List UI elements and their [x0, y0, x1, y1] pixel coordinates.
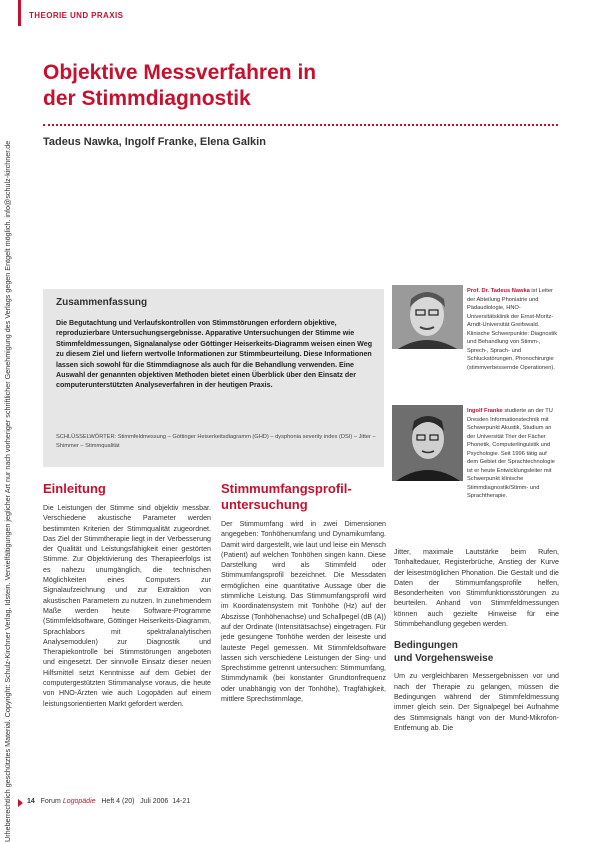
- title-divider: [43, 124, 558, 126]
- column-2: [221, 481, 386, 704]
- bio-nawka-name: Prof. Dr. Tadeus Nawka: [467, 288, 530, 294]
- article-title: [43, 60, 463, 112]
- journal-name: Forum: [40, 798, 61, 805]
- heading-line-2: und Vorgehensweise: [394, 653, 494, 665]
- page-number: 14: [27, 798, 35, 805]
- heading-line-1: Bedingungen: [394, 640, 458, 652]
- section-label: THEORIE UND PRAXIS: [29, 11, 124, 20]
- copyright-sidebar: Urheberrechtlich geschütztes Material. Copyright: Schulz-Kirchner Verlag, Idstein. Vervielfältigungen jeglicher Art nur nach vorheriger schriftlicher Genehmigung des Verlags gegen Entgelt möglich. info@schulz-kirchner.de: [3, 140, 12, 842]
- column-1: [43, 481, 211, 709]
- heading-einleitung: Einleitung: [43, 481, 106, 496]
- bio-franke-name: Ingolf Franke: [467, 408, 503, 414]
- author-photo-nawka: [392, 285, 463, 349]
- footer: [27, 798, 190, 805]
- text-column-3-a: Jitter, maximale Lautstärke beim Rufen, Tonhaltedauer, Registerbrüche, Anstieg der Kurve der leisestmöglichen Phonation. Die Gestalt und die Daten der Stimmumfangsprofile helfen, Besonderheiten von Stimmfunktionsstörungen zu beurteilen. Anhand von Stimmfeldmessungen können auch gezielte Hinweise für eine Stimmbehandlung gegeben werden.: [394, 548, 559, 629]
- heading-line-1: Stimmumfangsprofil-: [221, 481, 352, 496]
- text-stimmumfangsprofil: Der Stimmumfang wird in zwei Dimensionen angegeben: Tonhöhenumfang und Dynamikumfang. Damit wird dargestellt, wie laut und leise ein Mensch (Patient) auf welchen Tonhöhen singen kann. Diese Darstellung wird als Stimmfeld oder Stimmumfangsprofil bezeichnet. Die Messdaten ermöglichen eine quantitative Aussage über die stimmliche Leistung. Das Stimmumfangsprofil wird im Koordinatensystem mit Tonhöhe (Hz) auf der Abszisse (Tonhöhenachse) und Schallpegel (dB (A)) auf der Ordinate (Intensitätsachse) eingetragen. Für jede gesungene Tonhöhe werden der leiseste und lauteste Pegel gemessen. Mit Stimmfeldsoftware lassen sich verschiedene Leistungen der Sing- und Sprechstimme getrennt untersuchen: Stimmumfang, Stimmdynamik (bei konstanter Grundtonfrequenz oder unabhängig von der Tonhöhe), Tragfähigkeit, mittlere Sprechstimmlage,: [221, 520, 386, 704]
- author-photo-franke: [392, 405, 463, 481]
- page-range: 14-21: [172, 798, 191, 805]
- bio-nawka-text: ist Leiter der Abteilung Phoniatrie und Pädaudiologie, HNO-Universitätsklinik der Ernst-Moritz-Arndt-Universität Greifswald. Klinische Schwerpunkte: Diagnostik und Behandlung von Stimm-, Sprech-, Sprach- und Schluckstörungen, Phonochirurgie (stimmverbessernde Operationen).: [467, 288, 558, 371]
- footer-marker: [18, 799, 23, 807]
- issue: Heft 4 (20): [101, 798, 135, 805]
- heading-stimmumfangsprofil: [221, 481, 386, 513]
- text-einleitung: Die Leistungen der Stimme sind objektiv messbar. Verschiedene akustische Parameter werden bestimmten Kriterien der Stimmqualität zugeordnet. Das Ziel der Stimmtherapie liegt in der Verbesserung der Qualität und Leistungsfähigkeit einer gestörten Stimme. Zur Objektivierung des Therapieerfolgs ist es nahezu unumgänglich, die technischen Möglichkeiten eines Computers zur Signalaufzeichnung und zur Extraktion von akustischen Parametern zu nutzen. In zunehmendem Maße werden heute Software-Programme (Stimmfeldsoftware, Göttinger Heiserkeits-Diagramm, Sprachlabors mit spektralanalytischen Analysemodulen) zur Diagnostik und Therapiekontrolle bei Stimmstörungen angeboten und eingesetzt. Der sinnvolle Einsatz dieser neuen Hilfsmittel setzt Kenntnisse auf dem Gebiet der computergestützten Stimmanalyse voraus, die heute von HNO-Ärzten wie auch Logopäden auf einem leistungsorientierten Markt gefordert werden.: [43, 504, 211, 708]
- journal-logo: Logopädie: [62, 798, 96, 805]
- text-column-3-b: Um zu vergleichbaren Messergebnissen vor und nach der Therapie zu gelangen, müssen die Bedingungen während der Stimmfeldmessung immer gleich sein. Der Signalpegel bei Aufnahme des Stimmsignals hängt von der Mund-Mikrofon-Entfernung ab. Die: [394, 672, 559, 732]
- authors: Tadeus Nawka, Ingolf Franke, Elena Galkin: [43, 136, 266, 148]
- issue-date: Juli 2006: [140, 798, 169, 805]
- bio-nawka: [467, 287, 559, 372]
- title-line-2: der Stimmdiagnostik: [43, 87, 251, 110]
- column-3: [394, 547, 559, 733]
- summary-keywords: SCHLÜSSELWÖRTER: Stimmfeldmessung – Göttinger Heiserkeitsdiagramm (GHD) – dysphonia severity index (DSI) – Jitter – Shimmer – Stimmqualität: [56, 434, 376, 449]
- summary-box: [43, 289, 384, 467]
- heading-line-2: untersuchung: [221, 497, 308, 512]
- bio-franke: [467, 407, 559, 501]
- title-line-1: Objektive Messverfahren in: [43, 61, 317, 84]
- section-marker: [18, 0, 21, 26]
- heading-bedingungen: [394, 639, 559, 665]
- summary-heading: Zusammenfassung: [56, 297, 148, 308]
- summary-body: Die Begutachtung und Verlaufskontrollen von Stimmstörungen erfordern objektive, reproduzierbare Untersuchungsergebnisse. Apparative Untersuchungen der Stimme wie Stimmfeldmessungen, Signalanalyse oder Göttinger Heiserkeits-Diagramm weisen einen Weg zu diesem Ziel und liefern wertvolle Informationen zur Stimmbeurteilung. Diese Informationen lassen sich sowohl für die Stimmdiagnose als auch für die Behandlung verwenden. Eine Auswahl der genannten objektiven Methoden bietet einen Überblick über den Einsatz der computerunterstützten Analyseverfahren in der heutigen Praxis.: [56, 319, 373, 390]
- bio-franke-text: studierte an der TU Dresden Informationstechnik mit Schwerpunkt Akustik, Studium an der Universität Trier der Fächer Phonetik, Computerlinguistik und Psychologie. Seit 1996 tätig auf dem Gebiet der Sprachtechnologie ist er heute Entwicklungsleiter mit Schwerpunkt klinische Stimmdiagnostik/Stimm- und Sprachtherapie.: [467, 408, 555, 499]
